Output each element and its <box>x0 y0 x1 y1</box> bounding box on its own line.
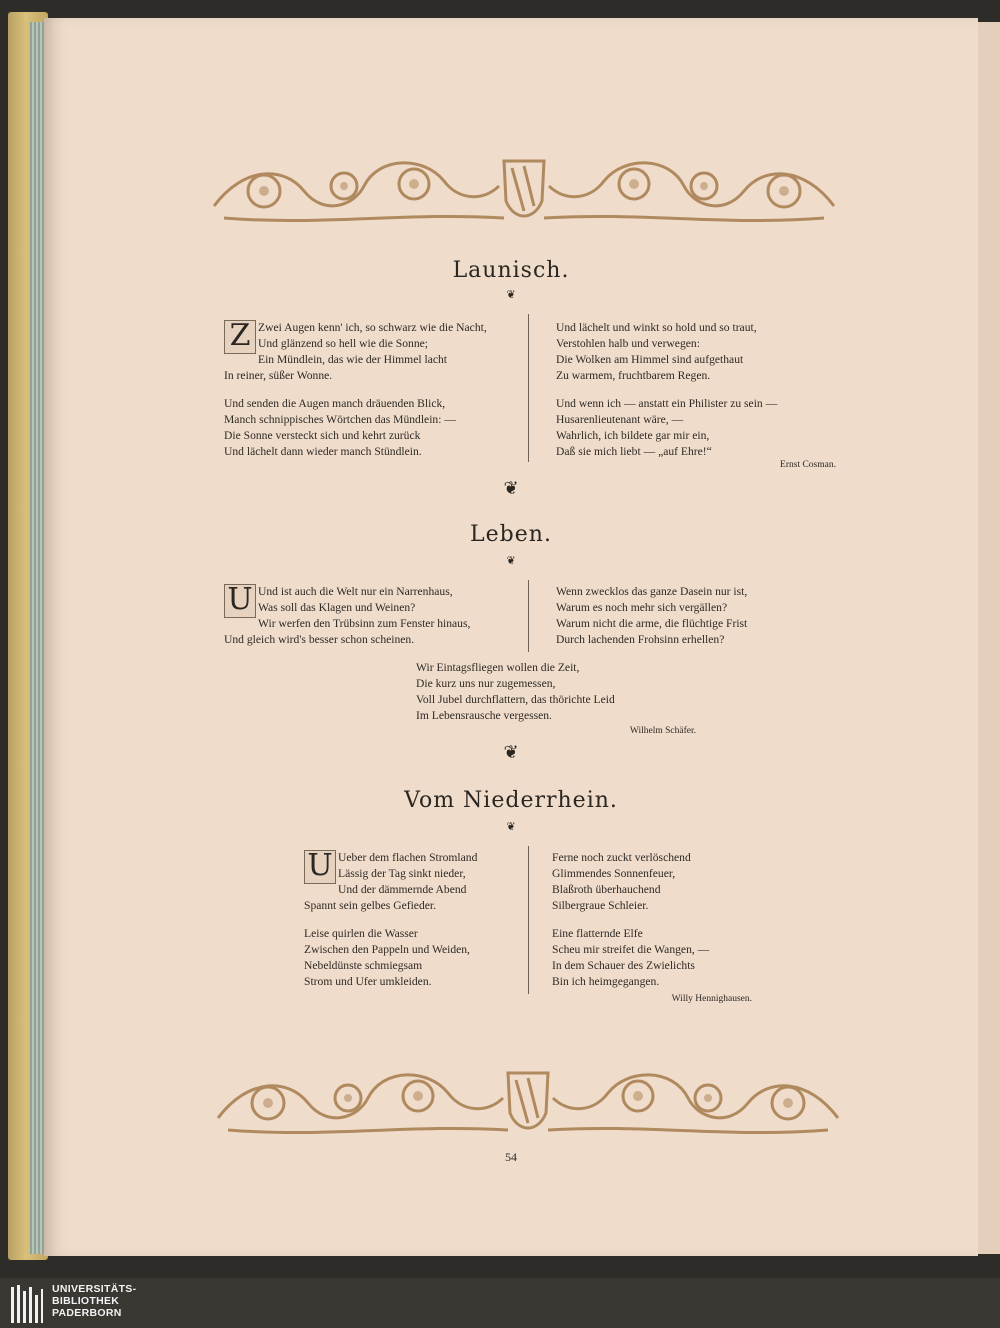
library-name <box>52 1283 136 1319</box>
verse-line: Was soll das Klagen und Weinen? <box>258 601 416 614</box>
verse-line: Lässig der Tag sinkt nieder, <box>338 867 466 880</box>
verse-line: Ein Mündlein, das wie der Himmel lacht <box>258 353 447 366</box>
verse-line: Husarenlieutenant wäre, — <box>556 413 684 426</box>
bottom-floral-ornament <box>208 1058 848 1142</box>
poem1-dropcap: Z <box>224 320 256 354</box>
verse-line: Zu warmem, fruchtbarem Regen. <box>556 369 711 382</box>
verse-line: Wenn zwecklos das ganze Dasein nur ist, <box>556 585 748 598</box>
book-page <box>44 18 978 1256</box>
facing-page-edge <box>978 22 1000 1254</box>
leaf-fleuron-icon: ❦ <box>506 554 516 567</box>
verse-line: In dem Schauer des Zwielichts <box>552 959 695 972</box>
column-divider <box>528 580 529 652</box>
verse-line: Und senden die Augen manch dräuenden Blick, <box>224 397 446 410</box>
verse-line: Und der dämmernde Abend <box>338 883 467 896</box>
poem3-left-stanza-2 <box>304 926 470 990</box>
verse-line: Daß sie mich liebt — „auf Ehre!“ <box>556 445 712 458</box>
poem2-dropcap: U <box>224 584 256 618</box>
poem3-left-column <box>304 848 478 1002</box>
verse-line: Leise quirlen die Wasser <box>304 927 418 940</box>
verse-line: Und gleich wird's besser schon scheinen. <box>224 633 415 646</box>
verse-line: Die Wolken am Himmel sind aufgethaut <box>556 353 744 366</box>
verse-line: Zwischen den Pappeln und Weiden, <box>304 943 470 956</box>
poem1-author: Ernst Cosman. <box>780 460 836 470</box>
library-name-line: UNIVERSITÄTS- <box>52 1283 137 1295</box>
poem3-left-stanza-1 <box>304 848 478 914</box>
library-name-line: PADERBORN <box>52 1307 122 1319</box>
leaf-fleuron-icon: ❦ <box>506 288 516 301</box>
verse-line: In reiner, süßer Wonne. <box>224 369 333 382</box>
verse-line: Nebeldünste schmiegsam <box>304 959 423 972</box>
verse-line: Ferne noch zuckt verlöschend <box>552 851 691 864</box>
poem1-right-stanza-1 <box>556 320 777 384</box>
poem2-left-stanza-1 <box>224 582 471 648</box>
verse-line: Glimmendes Sonnenfeuer, <box>552 867 676 880</box>
page-number: 54 <box>505 1150 517 1164</box>
poem2-center-stanza <box>416 660 615 724</box>
verse-line: Und lächelt dann wieder manch Stündlein. <box>224 445 422 458</box>
verse-line: Durch lachenden Frohsinn erhellen? <box>556 633 725 646</box>
verse-line: Wahrlich, ich bildete gar mir ein, <box>556 429 710 442</box>
verse-line: Ueber dem flachen Stromland <box>338 851 478 864</box>
leaf-fleuron-icon: ❦ <box>503 742 519 763</box>
verse-line: Und glänzend so hell wie die Sonne; <box>258 337 429 350</box>
poem1-left-stanza-2 <box>224 396 456 460</box>
poem1-title: Launisch. <box>452 258 570 283</box>
poem1-right-stanza-2 <box>556 396 777 460</box>
poem3-right-stanza-1 <box>552 850 709 914</box>
verse-line: Wir Eintagsfliegen wollen die Zeit, <box>416 661 580 674</box>
poem3-right-stanza-2 <box>552 926 709 990</box>
verse-line: Warum nicht die arme, die flüchtige Frist <box>556 617 748 630</box>
leaf-fleuron-icon: ❦ <box>503 478 519 499</box>
verse-line: Verstohlen halb und verwegen: <box>556 337 700 350</box>
library-logo-icon <box>10 1283 44 1323</box>
verse-line: Voll Jubel durchflattern, das thörichte Leid <box>416 693 615 706</box>
verse-line: Die kurz uns nur zugemessen, <box>416 677 556 690</box>
poem3-right-column <box>552 850 709 1002</box>
verse-line: Im Lebensrausche vergessen. <box>416 709 552 722</box>
poem3-title: Vom Niederrhein. <box>404 788 618 813</box>
verse-line: Scheu mir streifet die Wangen, — <box>552 943 710 956</box>
verse-line: Bin ich heimgegangen. <box>552 975 660 988</box>
verse-line: Wir werfen den Trübsinn zum Fenster hinaus, <box>258 617 471 630</box>
verse-line: Warum es noch mehr sich vergällen? <box>556 601 728 614</box>
verse-line: Manch schnippisches Wörtchen das Mündlein: — <box>224 413 456 426</box>
poem2-right-stanza-1 <box>556 584 747 648</box>
poem3-author: Willy Hennighausen. <box>671 994 752 1004</box>
poem1-left-stanza-1 <box>224 318 487 384</box>
verse-line: Silbergraue Schleier. <box>552 899 649 912</box>
verse-line: Und wenn ich — anstatt ein Philister zu sein — <box>556 397 778 410</box>
poem2-author: Wilhelm Schäfer. <box>629 726 696 736</box>
verse-line: Die Sonne versteckt sich und kehrt zurück <box>224 429 421 442</box>
poem2-left-column <box>224 582 471 660</box>
verse-line: Zwei Augen kenn' ich, so schwarz wie die Nacht, <box>258 321 487 334</box>
verse-line: Spannt sein gelbes Gefieder. <box>304 899 437 912</box>
top-floral-ornament <box>204 146 844 230</box>
column-divider <box>528 846 529 994</box>
poem1-left-column <box>224 318 487 472</box>
column-divider <box>528 314 529 462</box>
library-footer <box>0 1278 1000 1328</box>
verse-line: Blaßroth überhauchend <box>552 883 661 896</box>
poem3-dropcap: U <box>304 850 336 884</box>
leaf-fleuron-icon: ❦ <box>506 820 516 833</box>
verse-line: Und lächelt und winkt so hold und so traut, <box>556 321 757 334</box>
verse-line: Eine flatternde Elfe <box>552 927 643 940</box>
library-name-line: BIBLIOTHEK <box>52 1295 120 1307</box>
poem2-title: Leben. <box>470 522 552 547</box>
poem2-right-column <box>556 584 747 660</box>
poem1-right-column <box>556 320 777 472</box>
verse-line: Strom und Ufer umkleiden. <box>304 975 432 988</box>
verse-line: Und ist auch die Welt nur ein Narrenhaus, <box>258 585 453 598</box>
